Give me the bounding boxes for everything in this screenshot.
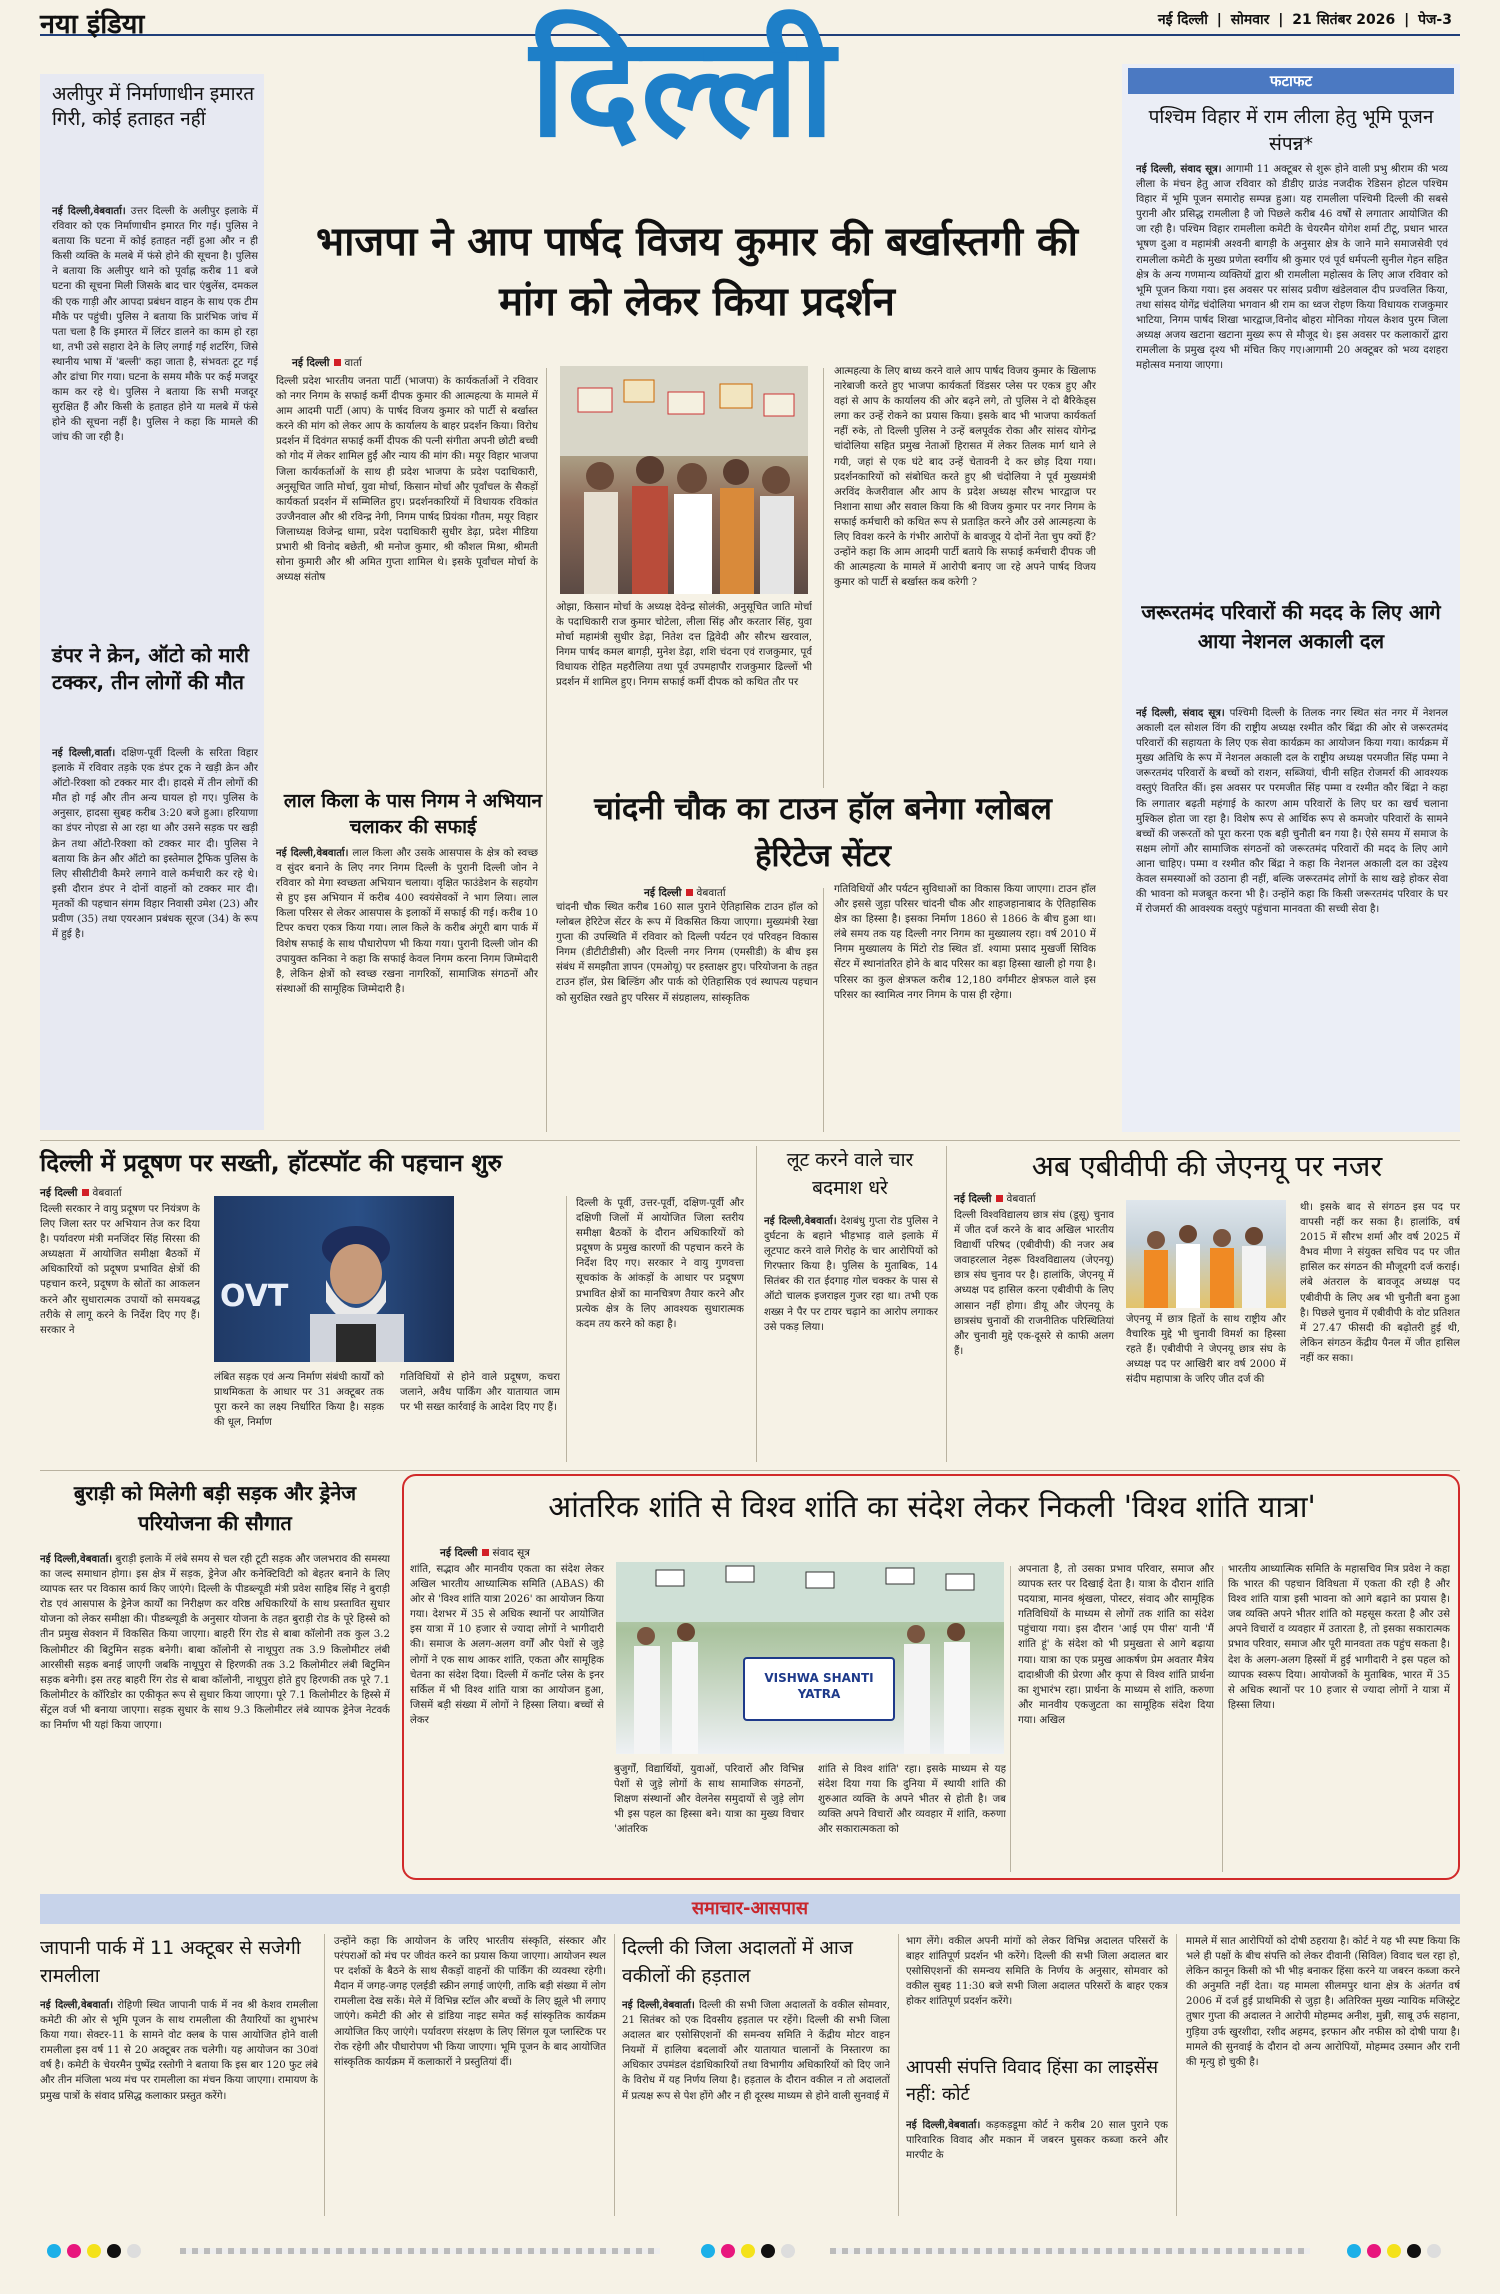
alipur-dateline: नई दिल्ली,वेबवार्ता। xyxy=(52,205,126,217)
lalqila-headline: लाल किला के पास निगम ने अभियान चलाकर की सफाई xyxy=(283,790,543,838)
alipur-text: उत्तर दिल्ली के अलीपुर इलाके में रविवार को एक निर्माणाधीन इमारत गिर गई। पुलिस ने बताया कि घटना में कोई हताहत नहीं हुआ और न ही किसी व्यक्ति के मलबे में फंसे होने की सूचना है। पुलिस ने बताया कि अलीपुर थाने को पूर्वाह्न करीब 11 बजे घटना की सूचना मिली जिसके बाद चार एंबुलेंस, दमकल की एक गाड़ी और आपदा प्रबंधन वाहन के साथ एक टीम मौके पर पहुंची। पुलिस ने बताया कि प्रारंभिक जांच में पता चला है कि इमारत में लिंटर डालने का काम हो रहा था, तभी उसे सहारा देने के लिए लगाई गई शटरिंग, जिसे स्थानीय भाषा में 'बल्ली' कहा जाता है, संभवतः टूट गई और ढांचा गिर गया। घटना के समय मौके पर कई मजदूर काम कर रहे थे। पुलिस ने बताया कि सभी मजदूर सुरक्षित हैं और किसी के हताहत होने या मलबे में फंसे होने की सूचना नहीं है। पुलिस ने कहा कि मामले की जांच की जा रही है। xyxy=(52,206,258,444)
registration-strip-left xyxy=(180,2248,660,2254)
edition-date: 21 सितंबर 2026 xyxy=(1292,12,1396,28)
sampatti-dateline: नई दिल्ली,वेबवार्ता। xyxy=(906,2119,981,2131)
yatra-banner xyxy=(744,1670,894,1702)
akali-text: पश्चिमी दिल्ली के तिलक नगर स्थित संत नगर में नेशनल अकाली दल सोशल विंग की राष्ट्रीय अध्यक्ष रश्मीत कौर बिंद्रा की ओर से जरूरतमंद परिवारों की सहायता के लिए एक सेवा कार्यक्रम का आयोजन किया गया। कार्यक्रम में मुख्य अतिथि के रूप में नेशनल अकाली दल के राष्ट्रीय अध्यक्ष परमजीत सिंह पम्मा ने जरूरतमंद परिवारों के बच्चों को राशन, सब्जियां, चीनी सहित रोजमर्रा की आवश्यक वस्तुएं वितरित कीं। इस अवसर पर परमजीत सिंह पम्मा व रश्मीत कौर बिंद्रा ने कहा कि लगातार बढ़ती महंगाई के कारण आम परिवारों के लिए घर का खर्च चलाना मुश्किल होता जा रहा है। विशेष रूप से आर्थिक रूप से कमजोर परिवारों के सामने बच्चों की जरूरतों को पूरा करना एक बड़ी चुनौती बन गया है। ऐसे समय में समाज के सक्षम लोगों और सामाजिक संगठनों को जरूरतमंद परिवारों की मदद के लिए आगे आना चाहिए। पम्मा व रश्मीत कौर बिंद्रा ने कहा कि नेशनल अकाली दल का उद्देश्य केवल समस्याओं को उठाना ही नहीं, बल्कि जरूरतमंद लोगों के साथ खड़े होकर सेवा की भावना को मजबूत करना भी है। उन्होंने कहा कि किसी जरूरतमंद परिवार के घर में रोजमर्रा की आवश्यक वस्तुएं पहुंचाना मानवता की सच्ची सेवा है। xyxy=(1136,708,1448,916)
registration-strip-right xyxy=(830,2248,1310,2254)
loot-headline: लूट करने वाले चार बदमाश धरे xyxy=(786,1149,914,1199)
sampatti-text: कड़कड़डूमा कोर्ट ने करीब 20 साल पुराने एक पारिवारिक विवाद और मकान में जबरन घुसकर कब्जा करने और मारपीट के xyxy=(906,2120,1168,2162)
pollution-byline: नई दिल्ली वेबवार्ता xyxy=(40,1187,122,1199)
pollution-col4: दिल्ली के पूर्वी, उत्तर-पूर्वी, दक्षिण-पूर्वी और दक्षिणी जिलों में आयोजित जिला स्तरीय समीक्षा बैठकों के दौरान अधिकारियों को प्रदूषण के प्रमुख कारणों की पहचान करने के निर्देश दिए गए। सरकार ने वायु गुणवत्ता सूचकांक के आंकड़ों के आधार पर प्रदूषण प्रभावित क्षेत्रों का मानचित्रण तैयार करने और प्रत्येक क्षेत्र के लिए आवश्यक सुधारात्मक कदम तय करने को कहा है। xyxy=(576,1198,744,1330)
pashchim-body xyxy=(1136,162,1448,592)
dumper-headline: डंपर ने क्रेन, ऑटो को मारी टक्कर, तीन लोगों की मौत xyxy=(52,643,249,694)
vakil-dateline: नई दिल्ली,वेबवार्ता। xyxy=(622,1999,695,2011)
lalqila-text: लाल किला और उसके आसपास के क्षेत्र को स्वच्छ व सुंदर बनाने के लिए नगर निगम दिल्ली के पुरानी दिल्ली जोन ने रविवार को मेगा स्वच्छता अभियान चलाया। वृक्षित फाउंडेशन के सहयोग से हुए इस अभियान में करीब 400 स्वयंसेवकों ने भाग लिया। लाल किला परिसर से लेकर आसपास के इलाकों में सफाई की गई। करीब 10 टिपर कचरा एकत्र किया गया। लाल किले के करीब अंगूरी बाग पार्क में विशेष सफाई के साथ पौधारोपण भी किया गया। पुरानी दिल्ली जोन की उपायुक्त कनिका ने कहा कि सफाई केवल निगम करना निगम जिम्मेदारी है, लेकिन क्षेत्रों को स्वच्छ रखना नागरिकों, सामाजिक संगठनों और संस्थाओं की सामूहिक जिम्मेदारी है। xyxy=(276,848,538,995)
townhall-headline: चांदनी चौक का टाउन हॉल बनेगा ग्लोबल हेरिटेज सेंटर xyxy=(594,791,1052,874)
dumper-dateline: नई दिल्ली,वार्ता। xyxy=(52,747,116,759)
paper-logo: नया इंडिया xyxy=(40,9,145,40)
lalqila-dateline: नई दिल्ली,वेबवार्ता। xyxy=(276,847,349,859)
loot-body xyxy=(764,1214,938,1462)
samachar-label: समाचार-आसपास xyxy=(691,1898,809,1919)
shanti-headline: आंतरिक शांति से विश्व शांति का संदेश लेकर निकली 'विश्व शांति यात्रा' xyxy=(548,1490,1316,1525)
vakil-headline: दिल्ली की जिला अदालतों में आज वकीलों की हड़ताल xyxy=(622,1937,853,1987)
svg-text:OVT: OVT xyxy=(220,1279,289,1314)
loot-text: देशबंधु गुप्ता रोड पुलिस ने दुर्घटना के बहाने भीड़भाड़ वाले इलाके में लूटपाट करने वाले गिरोह के चार आरोपियों को गिरफ्तार किया है। पुलिस के मुताबिक, 14 सितंबर की रात ईदगाह गोल चक्कर के पास से ऑटो चालक इजराइल गुजर रहा था। तभी एक शख्स ने पैर पर टायर चढ़ाने का आरोप लगाकर उसे पकड़ लिया। xyxy=(764,1216,938,1333)
burari-body xyxy=(40,1552,390,1874)
shanti-col5: भारतीय आध्यात्मिक समिति के महासचिव मित्र प्रवेश ने कहा कि भारत की पहचान विविधता में एकता की रही है और विश्व शांति यात्रा इसी भावना को आगे बढ़ाने का प्रयास है। जब व्यक्ति अपने भीतर शांति को महसूस करता है और उसे अपने विचारों व व्यवहार में उतारता है, तो इसका सकारात्मक प्रभाव परिवार, समाज और पूरी मानवता तक पहुंच सकता है। देश के अलग-अलग हिस्सों में हुई भागीदारी ने इस पहल को व्यापक स्वरूप दिया। आयोजकों के मुताबिक, भारत में 35 से अधिक स्थानों पर 10 हजार से ज्यादा लोगों ने यात्रा में हिस्सा लिया। xyxy=(1228,1564,1450,1711)
burari-dateline: नई दिल्ली,वेबवार्ता। xyxy=(40,1553,113,1565)
bjp-headline: भाजपा ने आप पार्षद विजय कुमार की बर्खास्तगी की मांग को लेकर किया प्रदर्शन xyxy=(315,219,1079,325)
abvp-headline: अब एबीवीपी की जेएनयू पर नजर xyxy=(1031,1149,1383,1183)
edition-info: नई दिल्ली | सोमवार | 21 सितंबर 2026 | पेज-3 xyxy=(1157,12,1452,28)
edition-city: नई दिल्ली xyxy=(1157,12,1208,28)
pollution-headline: दिल्ली में प्रदूषण पर सख्ती, हॉटस्पॉट की पहचान शुरु xyxy=(40,1149,502,1177)
pashchim-dateline: नई दिल्ली, संवाद सूत्र। xyxy=(1136,163,1222,175)
japani-col2: उन्होंने कहा कि आयोजन के जरिए भारतीय संस्कृति, संस्कार और परंपराओं को मंच पर जीवंत करने का प्रयास किया जाएगा। आयोजन स्थल पर दर्शकों के बैठने के साथ सैकड़ों वाहनों की पार्किंग की व्यवस्था रहेगी। मैदान में जगह-जगह एलईडी स्क्रीन लगाई जाएंगी, ताकि बड़ी संख्या में लोग रामलीला देख सकें। मेले में विभिन्न स्टॉल और बच्चों के लिए झूले भी लगाए जाएंगे। कमेटी की ओर से डांडिया नाइट समेत कई सांस्कृतिक कार्यक्रम आयोजित किए जाएंगे। पर्यावरण संरक्षण के लिए सिंगल यूज प्लास्टिक पर रोक रहेगी और पौधारोपण भी किया जाएगा। भूमि पूजन के बाद आयोजित सांस्कृतिक कार्यक्रम में कलाकारों ने प्रस्तुतियां दीं। xyxy=(334,1936,606,2068)
pollution-col1: दिल्ली सरकार ने वायु प्रदूषण पर नियंत्रण के लिए जिला स्तर पर अभियान तेज कर दिया है। पर्यावरण मंत्री मनजिंदर सिंह सिरसा की अध्यक्षता में आयोजित समीक्षा बैठकों में अधिकारियों को प्रदूषण प्रभावित क्षेत्रों की पहचान करने, प्रदूषण के स्रोतों का आकलन करने और सुधारात्मक उपायों को समयबद्ध तरीके से लागू करने के निर्देश दिए गए हैं। सरकार ने xyxy=(40,1204,200,1336)
abvp-col3: थी। इसके बाद से संगठन इस पद पर वापसी नहीं कर सका है। हालांकि, वर्ष 2015 में सौरभ शर्मा और वर्ष 2025 में वैभव मीणा ने संयुक्त सचिव पद पर जीत हासिल कर संगठन की मौजूदगी दर्ज कराई। लंबे अंतराल के बावजूद अध्यक्ष पद एबीवीपी के लिए अब भी चुनौती बना हुआ है। पिछले चुनाव में एबीवीपी के वोट प्रतिशत में 27.47 फीसदी की बढ़ोतरी हुई थी, लेकिन संगठन केंद्रीय पैनल में जीत हासिल नहीं कर सका। xyxy=(1300,1202,1460,1364)
pashchim-text: आगामी 11 अक्टूबर से शुरू होने वाली प्रभु श्रीराम की भव्य लीला के मंचन हेतु आज रविवार को डीडीए ग्राउंड नजदीक रेडिसन होटल पश्चिम विहार में भूमि पूजन समारोह सम्पन्न हुआ। यह रामलीला पश्चिमी दिल्ली की सबसे पुरानी और प्रसिद्ध रामलीला है जो पिछले करीब 46 वर्षों से लगातार आयोजित की जा रही है। पश्चिम विहार रामलीला कमेटी के चेयरमैन योगेश शर्मा टीटू, प्रधान भारत भूषण दुआ व महामंत्री अश्वनी बागड़ी के अनुसार क्षेत्र के जाने माने समाजसेवी एवं रामलीला कमेटी के मुख्य प्रणेता स्वर्गीय श्री कुमार एवं पूर्व धर्मपत्नी सुनील गेहन सहित क्षेत्र के अन्य गणमान्य व्यक्तियों द्वारा श्री रामलीला महोत्सव के लिए आज रविवार को भूमि पूजन किया गया। इस अवसर पर सांसद प्रवीण खंडेलवाल दीप प्रज्वलित किया, तथा सांसद योगेंद्र चंदोलिया भगवान श्री राम का ध्वज रोहण किया विधायक राजकुमार भाटिया, निगम पार्षद शिखा भारद्वाज,विनोद बोहरा मोनिका गोयल केशव पुरम जिला अध्यक्ष अजय खटाना खटाना मुख्य रूप से मौजूद थे। इस अवसर पर कलाकारों द्वारा रामलीला के प्रमुख दृश्य भी मंचित किए गए।आगामी 20 अक्टूबर को भव्य दशहरा महोत्सव मनाया जाएगा। xyxy=(1136,164,1448,372)
dumper-text: दक्षिण-पूर्वी दिल्ली के सरिता विहार इलाके में रविवार तड़के एक डंपर ट्रक ने खड़ी क्रेन और ऑटो-रिक्शा को टक्कर मार दी। हादसे में तीन लोगों की मौत हो गई और तीन अन्य घायल हो गए। पुलिस के अनुसार, हादसा सुबह करीब 3:20 बजे हुआ। हरियाणा का डंपर नोएडा से आ रहा था और उसने सड़क पर खड़ी क्रेन तथा ऑटो-रिक्शा को टक्कर मार दी। पुलिस ने बताया कि क्रेन और ऑटो का इस्तेमाल ट्रैफिक पुलिस के लिए सीसीटीवी कैमरे लगाने वाले कर्मचारी कर रहे थे। इसी दौरान डंपर ने दोनों वाहनों को टक्कर मार दी। मृतकों की पहचान संगम विहार निवासी उमेश (23) और प्रवीण (35) तथा एयरआन प्रबंधक सूरज (34) के रूप में हुई है। xyxy=(52,748,258,941)
yatra-banner-line2: YATRA xyxy=(797,1687,841,1701)
bjp-byline: नई दिल्ली वार्ता xyxy=(292,357,362,369)
protest-photo xyxy=(560,366,808,594)
bjp-col2: ओझा, किसान मोर्चा के अध्यक्ष देवेन्द्र सोलंकी, अनुसूचित जाति मोर्चा के पदाधिकारी राज कुमार चोटेला, लीला सिंह और करतार सिंह, युवा मोर्चा महामंत्री सुधीर डेढ़ा, नितेश दत्त द्विवेदी और सौरभ खरवाल, निगम पार्षद कमल बागड़ी, मुनेश डेढ़ा, शशि चंदना एवं राजकुमार, पूर्व विधायक रोहित महरौलिया तथा पूर्व उपमहापौर राजकुमार ढिल्लों भी प्रदर्शन में शामिल हुए। निगम सफाई कर्मी दीपक को कथित तौर पर xyxy=(556,602,812,689)
edition-page: पेज-3 xyxy=(1418,12,1452,28)
japani-headline: जापानी पार्क में 11 अक्टूबर से सजेगी रामलीला xyxy=(40,1937,301,1987)
bjp-col3: आत्महत्या के लिए बाध्य करने वाले आप पार्षद विजय कुमार के खिलाफ नारेबाजी करते हुए भाजपा कार्यकर्ता विंडसर प्लेस पर एकत्र हुए और वहां से आप के कार्यालय की ओर बढ़ने लगे, तो पुलिस ने दो बैरिकेड्स लगा कर उन्हें रोकने का प्रयास किया। इसके बाद भी भाजपा कार्यकर्ता नहीं रुके, तो दिल्ली पुलिस ने उन्हें बलपूर्वक रोका और सांसद योगेन्द्र चांदोलिया सहित प्रमुख नेताओं हिरासत में लेकर तिलक मार्ग थाने ले गयी, जहां से एक घंटे बाद उन्हें चेतावनी दे कर छोड़ दिया गया। प्रदर्शनकारियों को संबोधित करते हुए श्री चंदोलिया ने पूर्व मुख्यमंत्री अरविंद केजरीवाल और आप के प्रदेश अध्यक्ष सौरभ भारद्वाज पर निशाना साधा और सवाल किया कि श्री विजय कुमार पर नगर निगम के सफाई कर्मचारी को कथित रूप से प्रताड़ित करने और उसे आत्महत्या के लिए विवश करने के गंभीर आरोपों के बावजूद ये दोनों नेता चुप क्यों हैं? उन्होंने कहा कि आम आदमी पार्टी बताये कि सफाई कर्मचारी दीपक जी की आत्महत्या के मामले में आरोपी बनाए जा रहे अपने पार्षद विजय कुमार को पार्टी से बर्खास्त कब करेगी ? xyxy=(834,366,1096,589)
yatra-banner-line1: VISHWA SHANTI xyxy=(764,1671,874,1685)
akali-dateline: नई दिल्ली, संवाद सूत्र। xyxy=(1136,707,1225,719)
akali-headline: जरूरतमंद परिवारों की मदद के लिए आगे आया नेशनल अकाली दल xyxy=(1141,600,1441,653)
townhall-col2: गतिविधियों और पर्यटन सुविधाओं का विकास किया जाएगा। टाउन हॉल और इससे जुड़ा परिसर चांदनी चौक और शाहजहानाबाद के ऐतिहासिक क्षेत्र का हिस्सा है। इसका निर्माण 1860 से 1866 के बीच हुआ था। लंबे समय तक यह दिल्ली नगर निगम का मुख्यालय रहा। वर्ष 2010 में निगम मुख्यालय के मिंटो रोड स्थित डॉ. श्यामा प्रसाद मुखर्जी सिविक सेंटर में स्थानांतरित होने के बाद परिसर का बड़ा हिस्सा खाली हो गया है। परिसर का कुल क्षेत्रफल करीब 12,180 वर्गमीटर क्षेत्रफल वाले इस परिसर का स्वामित्व नगर निगम के पास ही रहेगा। xyxy=(834,884,1096,1001)
loot-dateline: नई दिल्ली,वेबवार्ता। xyxy=(764,1215,837,1227)
lalqila-body xyxy=(276,846,538,1132)
shanti-col3: शांति से विश्व शांति' रहा। इसके माध्यम से यह संदेश दिया गया कि दुनिया में स्थायी शांति की शुरुआत व्यक्ति के अपने भीतर से होती है। जब व्यक्ति अपने विचारों और व्यवहार में शांति, करुणा और सकारात्मकता को xyxy=(818,1764,1006,1836)
burari-headline: बुराड़ी को मिलेगी बड़ी सड़क और ड्रेनेज परियोजना की सौगात xyxy=(73,1481,357,1535)
abvp-col2: जेएनयू में छात्र हितों के साथ राष्ट्रीय और वैचारिक मुद्दे भी चुनावी विमर्श का हिस्सा रहते हैं। एबीवीपी ने जेएनयू छात्र संघ के अध्यक्ष पद पर आखिरी बार वर्ष 2000 में संदीप महापात्रा के जरिए जीत दर्ज की xyxy=(1126,1314,1286,1386)
alipur-headline: अलीपुर में निर्माणाधीन इमारत गिरी, कोई हताहत नहीं xyxy=(52,83,255,130)
minister-photo xyxy=(214,1196,454,1362)
vakil-col2: भाग लेंगे। वकील अपनी मांगों को लेकर विभिन्न अदालत परिसरों के बाहर शांतिपूर्ण प्रदर्शन भी करेंगे। दिल्ली की सभी जिला अदालत बार एसोसिएशनों की समन्वय समिति के निर्णय के अनुसार, सोमवार को वकील सुबह 11:30 बजे सभी जिला अदालत परिसरों के बाहर एकत्र होकर शांतिपूर्ण प्रदर्शन करेंगे। xyxy=(906,1936,1168,2008)
pashchim-headline: पश्चिम विहार में राम लीला हेतु भूमि पूजन संपन्न* xyxy=(1148,106,1434,155)
townhall-byline: नई दिल्ली वेबवार्ता xyxy=(644,887,726,899)
edition-day: सोमवार xyxy=(1230,12,1270,28)
shanti-col4: अपनाता है, तो उसका प्रभाव परिवार, समाज और व्यापक स्तर पर दिखाई देता है। यात्रा के दौरान शांति पदयात्रा, मानव श्रृंखला, पोस्टर, संवाद और सामूहिक गतिविधियों के माध्यम से लोगों तक शांति का संदेश पहुंचाया गया। इस दौरान 'आई एम पीस' यानी 'मैं शांति हूं' के संदेश को भी प्रमुखता से आगे बढ़ाया गया। यात्रा का एक प्रमुख आकर्षण प्रेम अवतार मैत्रेय दादाश्रीजी की प्रेरणा और कृपा से विश्व शांति प्रार्थना का शुभारंभ रहा। प्रार्थना के माध्यम से शांति, करुणा और मानवीय एकजुटता का सामूहिक संदेश दिया गया। अखिल xyxy=(1018,1564,1214,1726)
pollution-col3: गतिविधियों से होने वाले प्रदूषण, कचरा जलाने, अवैध पार्किंग और यातायात जाम पर भी सख्त कार्रवाई के आदेश दिए गए हैं। xyxy=(400,1372,560,1414)
color-marks-left xyxy=(46,2242,156,2264)
abvp-photo xyxy=(1126,1200,1286,1308)
shanti-col2: बुजुर्गों, विद्यार्थियों, युवाओं, परिवारों और विभिन्न पेशों से जुड़े लोगों के साथ सामाजिक संगठनों, शिक्षण संस्थानों और वेलनेस समुदायों से जुड़े लोग भी इस पहल का हिस्सा बने। यात्रा का मुख्य विचार 'आंतरिक xyxy=(614,1764,804,1836)
japani-text: रोहिणी स्थित जापानी पार्क में नव श्री केशव रामलीला कमेटी की ओर से भूमि पूजन के साथ रामलीला की तैयारियों का शुभारंभ किया गया। सेक्टर-11 के सामने वोट क्लब के पास आयोजित होने वाली रामलीला इस वर्ष 11 से 20 अक्टूबर तक चलेगी। यह आयोजन का 30वां वर्ष है। कमेटी के चेयरमैन पुष्पेंद्र रस्तोगी ने बताया कि इस बार 120 फुट लंबे और तीन मंजिला भव्य मंच पर रामलीला का मंचन किया जाएगा। रामायण के प्रमुख पात्रों के संवाद प्रसिद्ध कलाकार प्रस्तुत करेंगे। xyxy=(40,2000,318,2102)
sampatti-col1 xyxy=(906,2118,1168,2216)
fatafat-label: फटाफट xyxy=(1128,68,1454,94)
townhall-col1: चांदनी चौक स्थित करीब 160 साल पुराने ऐतिहासिक टाउन हॉल को ग्लोबल हेरिटेज सेंटर के रूप में विकसित किया जाएगा। मुख्यमंत्री रेखा गुप्ता की उपस्थिति में रविवार को दिल्ली पर्यटन एवं परिवहन विकास निगम (डीटीटीडीसी) और दिल्ली नगर निगम (एमसीडी) के बीच इस संबंध में समझौता ज्ञापन (एमओयू) पर हस्ताक्षर हुए। परियोजना के तहत टाउन हॉल, प्रेस बिल्डिंग और पार्क को ऐतिहासिक एवं स्थापत्य पहचान को सुरक्षित रखते हुए परिसर में संग्रहालय, सांस्कृतिक xyxy=(556,902,818,1004)
japani-col1 xyxy=(40,1998,318,2216)
akali-body xyxy=(1136,706,1448,1126)
shanti-byline: नई दिल्ली संवाद सूत्र xyxy=(440,1547,530,1559)
pollution-col2: लंबित सड़क एवं अन्य निर्माण संबंधी कार्यों को प्राथमिकता के आधार पर 31 अक्टूबर तक पूरा करने का लक्ष्य निर्धारित किया है। सड़क की धूल, निर्माण xyxy=(214,1372,384,1429)
sampatti-headline: आपसी संपत्ति विवाद हिंसा का लाइसेंस नहीं: कोर्ट xyxy=(906,2057,1159,2105)
dumper-body xyxy=(52,746,258,1122)
yatra-photo xyxy=(616,1562,1004,1754)
section-title: दिल्ली xyxy=(530,7,837,168)
japani-dateline: नई दिल्ली,वेबवार्ता। xyxy=(40,1999,114,2011)
bjp-col1: दिल्ली प्रदेश भारतीय जनता पार्टी (भाजपा) के कार्यकर्ताओं ने रविवार को नगर निगम के सफाई कर्मी दीपक कुमार की आत्महत्या के मामले में आम आदमी पार्टी (आप) के पार्षद विजय कुमार को पार्टी से बर्खास्त करने की मांग को लेकर आप के कार्यालय के बाहर प्रदर्शन किया। विरोध प्रदर्शन में दिवंगत सफाई कर्मी दीपक की पत्नी संगीता अपनी छोटी बच्ची को गोद में लेकर शामिल हुईं और न्याय की मांग की। मयूर विहार भाजपा जिला कार्यकर्ताओं के साथ ही प्रदेश भाजपा के प्रदेश पदाधिकारी, अनुसूचित जाति मोर्चा, युवा मोर्चा, किसान मोर्चा और पूर्वांचल के सैकड़ों कार्यकर्ता प्रदर्शन में सम्मिलित हुए। प्रदर्शनकारियों में विधायक रविकांत उज्जैनवाल और श्री रविन्द्र नेगी, निगम पार्षद प्रियंका गौतम, मयूर विहार जिलाध्यक्ष विजेन्द्र धामा, प्रदेश पदाधिकारी सुधीर डेढ़ा, प्रदेश मीडिया प्रभारी श्री विनोद बछेती, श्री मनोज कुमार, श्री कौशल मिश्रा, श्रीमती सोना कुमारी और श्री अमित गुप्ता शामिल थे। इसके पूर्वांचल मोर्चा के अध्यक्ष संतोष xyxy=(276,376,538,584)
abvp-byline: नई दिल्ली वेबवार्ता xyxy=(954,1193,1036,1205)
abvp-col1: दिल्ली विश्वविद्यालय छात्र संघ (डूसू) चुनाव में जीत दर्ज करने के बाद अखिल भारतीय विद्यार्थी परिषद (एबीवीपी) की नजर अब जवाहरलाल नेहरू विश्वविद्यालय (जेएनयू) छात्र संघ चुनाव पर है। हालांकि, जेएनयू में अध्यक्ष पद हासिल करना एबीवीपी के लिए आसान नहीं होगा। डीयू और जेएनयू के छात्रसंघ चुनावों की राजनीतिक परिस्थितियां और चुनावी मुद्दे एक-दूसरे से काफी अलग हैं। xyxy=(954,1210,1114,1357)
shanti-col1: शांति, सद्भाव और मानवीय एकता का संदेश लेकर अखिल भारतीय आध्यात्मिक समिति (ABAS) की ओर से 'विश्व शांति यात्रा 2026' का आयोजन किया गया। देशभर में 35 से अधिक स्थानों पर आयोजित इस यात्रा में 10 हजार से ज्यादा लोगों ने भागीदारी की। समाज के अलग-अलग वर्गों और पेशों से जुड़े लोगों ने एक साथ आकर शांति, एकता और सामूहिक चेतना का संदेश दिया। दिल्ली में कनॉट प्लेस के इनर सर्किल में भी विश्व शांति यात्रा का आयोजन हुआ, जिसमें बड़ी संख्या में लोगों ने हिस्सा लिया। बच्चों से लेकर xyxy=(410,1564,604,1726)
color-marks-right xyxy=(1346,2242,1456,2264)
vakil-text: दिल्ली की सभी जिला अदालतों के वकील सोमवार, 21 सितंबर को एक दिवसीय हड़ताल पर रहेंगे। दिल्ली की सभी जिला अदालत बार एसोसिएशनों की समन्वय समिति ने केंद्रीय मोटर वाहन नियमों में हालिया बदलावों और यातायात चालानों के निस्तारण का अधिकार उपमंडल दंडाधिकारियों तथा विभागीय अधिकारियों को दिए जाने के विरोध में यह निर्णय लिया है। हड़ताल के दौरान वकील न तो अदालतों में प्रत्यक्ष रूप से पेश होंगे और न ही दूरस्थ माध्यम से होने वाली सुनवाई में xyxy=(622,2000,890,2102)
alipur-body xyxy=(52,204,258,632)
color-marks-center xyxy=(700,2242,810,2264)
burari-text: बुराड़ी इलाके में लंबे समय से चल रही टूटी सड़क और जलभराव की समस्या का जल्द समाधान होगा। इस क्षेत्र में सड़क, ड्रेनेज और कनेक्टिविटी को बेहतर बनाने के लिए व्यापक स्तर पर विकास कार्य किए जाएंगे। दिल्ली के पीडब्ल्यूडी मंत्री प्रवेश साहिब सिंह ने बुराड़ी रोड एवं आसपास के ड्रेनेज कार्यों का निरीक्षण कर वरिष्ठ अधिकारियों के साथ प्रस्तावित सुधार योजना को लेकर समीक्षा की। पीडब्ल्यूडी के अनुसार योजना के तहत बुराड़ी रोड के पूरे हिस्से को तीन प्रमुख सेक्शन में विकसित किया जाएगा। बाहरी रिंग रोड से बाबा कॉलोनी तक कुल 3.2 किलोमीटर की बिटुमिन सड़क बनेगी। बाबा कॉलोनी से नाथूपुरा तक 3.9 किलोमीटर लंबी आरसीसी सड़क बनाई जाएगी जबकि नाथूपुरा से हिरणकी तक 3.2 किलोमीटर लंबी बिटुमिन सड़क बनेगी। इस तरह बाहरी रिंग रोड से बाबा कॉलोनी, नाथूपुरा होते हुए हिरणकी तक पूरे 7.1 किलोमीटर के कॉरिडोर का एकीकृत रूप से सुधार किया जाएगा। पूरे 7.1 किलोमीटर के हिस्से में सेंट्रल वर्ज भी बनाया जाएगा। सड़क सुधार के साथ 9.3 किलोमीटर लंबे व्यापक ड्रेनेज नेटवर्क का निर्माण भी यहां किया जाएगा। xyxy=(40,1554,390,1732)
vakil-col1 xyxy=(622,1998,890,2216)
sampatti-col2: मामले में सात आरोपियों को दोषी ठहराया है। कोर्ट ने यह भी स्पष्ट किया कि भले ही पक्षों के बीच संपत्ति को लेकर दीवानी (सिविल) विवाद चल रहा हो, लेकिन कानून किसी को भी भीड़ बनाकर हिंसा करने या जबरन कब्जा करने की अनुमति नहीं देता। यह मामला सीलमपुर थाना क्षेत्र के अंतर्गत वर्ष 2006 में दर्ज हुई प्राथमिकी से जुड़ा है। अतिरिक्त मुख्य न्यायिक मजिस्ट्रेट तुषार गुप्ता की अदालत ने आरोपी मोहम्मद अनीश, मुन्नी, साबू उर्फ सहाना, गुड़िया उर्फ खुरशीदा, रशीद अहमद, इरफान और नफीस को दोषी पाया है। मामले की सुनवाई के दौरान दो अन्य आरोपियों, मोहम्मद उस्मान और रानी की मृत्यु हो चुकी है। xyxy=(1186,1936,1460,2068)
